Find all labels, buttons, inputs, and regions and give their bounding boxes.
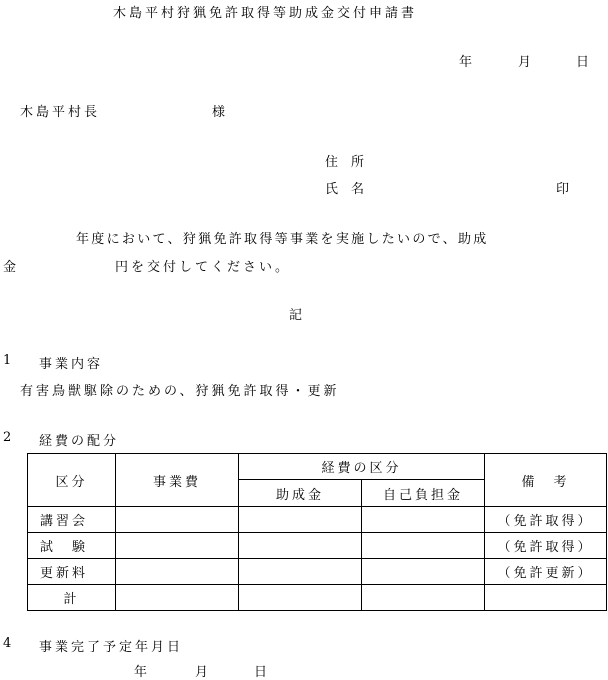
cell-project-cost: [116, 559, 239, 585]
row-name-total: 計: [28, 585, 116, 611]
cell-self-pay: [362, 559, 485, 585]
row-name-lecture: 講習会: [28, 507, 116, 533]
applicant-address-label: 住 所: [325, 155, 365, 170]
header-project-cost: 事業費: [116, 454, 239, 507]
completion-month-label: 月: [195, 665, 209, 680]
section-1-content: 有害鳥獣駆除のための、狩猟免許取得・更新: [20, 384, 340, 399]
section-1-heading: 事業内容: [39, 357, 104, 372]
header-remarks: 備 考: [485, 454, 607, 507]
date-day-label: 日: [576, 55, 590, 70]
expense-allocation-table: [27, 453, 607, 611]
body-line-2-prefix: 金: [3, 260, 17, 275]
section-2-heading: 経費の配分: [39, 434, 120, 449]
table-row: [28, 507, 607, 533]
completion-day-label: 日: [254, 665, 268, 680]
cell-subsidy: [239, 507, 362, 533]
addressee-mayor: 木島平村長: [20, 105, 101, 120]
header-subsidy: 助成金: [239, 480, 362, 507]
cell-subsidy: [239, 533, 362, 559]
seal-label: 印: [556, 182, 570, 197]
cell-project-cost: [116, 585, 239, 611]
cell-project-cost: [116, 533, 239, 559]
header-expense-breakdown: 経費の区分: [239, 454, 485, 480]
ki-heading: 記: [289, 308, 303, 323]
cell-project-cost: [116, 507, 239, 533]
cell-subsidy: [239, 585, 362, 611]
section-1-number: 1: [3, 353, 12, 368]
table-row: [28, 559, 607, 585]
cell-self-pay: [362, 507, 485, 533]
cell-self-pay: [362, 533, 485, 559]
section-4-heading: 事業完了予定年月日: [39, 640, 184, 655]
addressee-honorific: 様: [212, 105, 226, 120]
section-2-number: 2: [3, 430, 12, 445]
row-remark-exam: （免許取得）: [485, 533, 607, 559]
row-remark-renewal: （免許更新）: [485, 559, 607, 585]
header-category: 区分: [28, 454, 116, 507]
table-row: [28, 585, 607, 611]
body-line-2-suffix: 円を交付してください。: [115, 260, 292, 275]
document-title: 木島平村狩猟免許取得等助成金交付申請書: [113, 6, 418, 21]
date-year-label: 年: [459, 55, 473, 70]
body-line-1: 年度において、狩猟免許取得等事業を実施したいので、助成: [76, 232, 489, 247]
table-row: [28, 533, 607, 559]
completion-year-label: 年: [134, 665, 148, 680]
section-4-number: 4: [3, 636, 12, 651]
row-name-exam: 試 験: [28, 533, 116, 559]
row-remark-lecture: （免許取得）: [485, 507, 607, 533]
row-remark-total: [485, 585, 607, 611]
header-self-pay: 自己負担金: [362, 480, 485, 507]
row-name-renewal: 更新料: [28, 559, 116, 585]
cell-subsidy: [239, 559, 362, 585]
cell-self-pay: [362, 585, 485, 611]
applicant-name-label: 氏 名: [325, 182, 365, 197]
date-month-label: 月: [518, 55, 532, 70]
